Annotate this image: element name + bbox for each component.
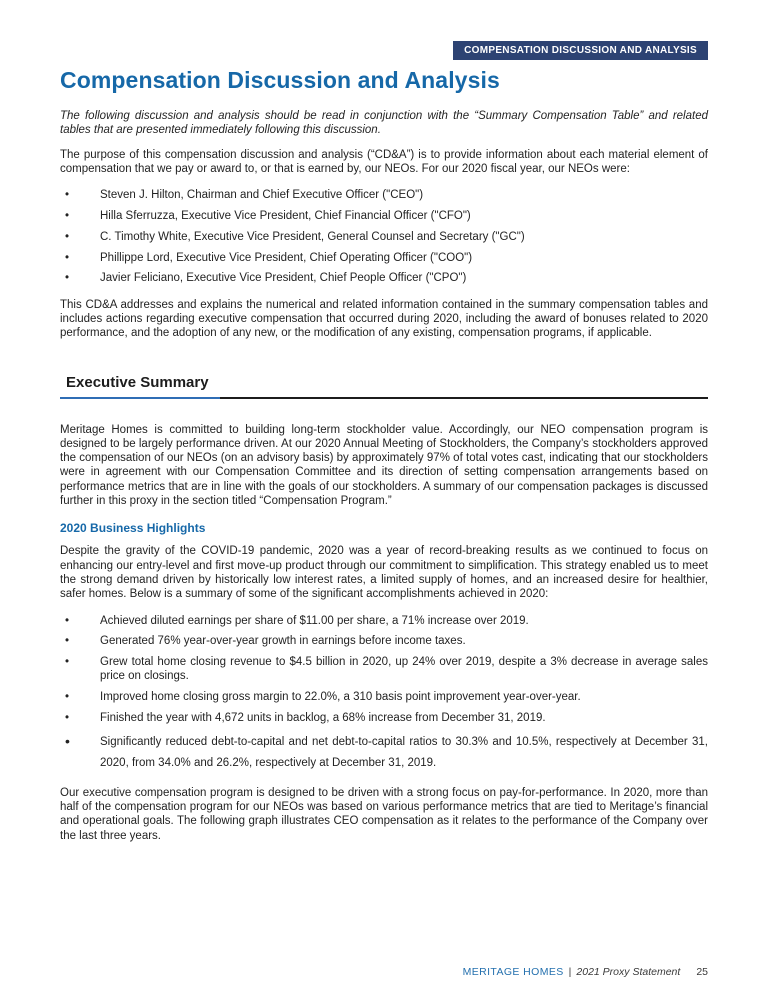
- footer-brand: MERITAGE HOMES: [462, 966, 564, 978]
- footer-page-number: 25: [696, 966, 708, 978]
- page-title: Compensation Discussion and Analysis: [60, 67, 500, 93]
- footer-document-name: 2021 Proxy Statement: [576, 966, 681, 978]
- list-item-neo-cpo: • Javier Feliciano, Executive Vice President, Chief People Officer ("CPO"): [60, 271, 708, 285]
- list-item-highlight-debt-ratio: • Significantly reduced debt-to-capital and net debt-to-capital ratios to 30.3% and 10.5%, respectively at December 31, 2020, from 34.0% and 26.2%, respectively at December 31, 2019.: [60, 732, 708, 774]
- purpose-paragraph: The purpose of this compensation discussion and analysis (“CD&A”) is to provide information about each material element of compensation that we pay or award to, or that is earned by, our NEOs. For our 2020 fiscal year, our NEOs were:: [60, 148, 708, 175]
- list-item-highlight-gross-margin: • Improved home closing gross margin to 22.0%, a 310 basis point improvement year-over-year.: [60, 690, 708, 704]
- section-badge-row: [60, 40, 708, 60]
- list-item-highlight-eps: • Achieved diluted earnings per share of $11.00 per share, a 71% increase over 2019.: [60, 614, 708, 628]
- list-item-highlight-earnings-growth: • Generated 76% year-over-year growth in earnings before income taxes.: [60, 634, 708, 648]
- page-footer: [463, 966, 708, 978]
- business-highlights-paragraph: Despite the gravity of the COVID-19 pandemic, 2020 was a year of record-breaking results as we continued to focus on enhancing our entry-level and first move-up product through our commitment to simplification. This strategy enabled us to meet the strong demand driven by historically low interest rates, a limited supply of homes, and an increased desire for healthier, safer homes. Below is a summary of some of the significant accomplishments achieved in 2020:: [60, 545, 708, 601]
- closing-paragraph: Our executive compensation program is designed to be driven with a strong focus on pay-for-performance. In 2020, more than half of the compensation program for our NEOs was based on various performance metrics that are tied to Meritage’s financial and operational goals. The following graph illustrates CEO compensation as it relates to the performance of the Company over the last three years.: [60, 786, 708, 842]
- neo-list: [60, 188, 708, 285]
- section-badge: COMPENSATION DISCUSSION AND ANALYSIS: [453, 41, 708, 60]
- list-item-neo-gc: • C. Timothy White, Executive Vice President, General Counsel and Secretary ("GC"): [60, 230, 708, 244]
- list-item-highlight-revenue: • Grew total home closing revenue to $4.5 billion in 2020, up 24% over 2019, despite a 3% decrease in average sales price on closings.: [60, 655, 708, 684]
- cda-paragraph: This CD&A addresses and explains the numerical and related information contained in the summary compensation tables and includes actions regarding executive compensation that occurred during 2020, including the award of bonuses related to 2020 performance, and the adoption of any new, or the modification of any existing, compensation programs, if applicable.: [60, 298, 708, 340]
- list-item-neo-coo: • Phillippe Lord, Executive Vice President, Chief Operating Officer ("COO"): [60, 251, 708, 265]
- intro-italic-paragraph: The following discussion and analysis should be read in conjunction with the “Summary Compensation Table” and related tables that are presented immediately following this discussion.: [60, 110, 708, 137]
- highlights-list: [60, 614, 708, 774]
- executive-summary-heading: Executive Summary: [60, 374, 708, 399]
- list-item-highlight-backlog: • Finished the year with 4,672 units in backlog, a 68% increase from December 31, 2019.: [60, 711, 708, 725]
- business-highlights-heading: 2020 Business Highlights: [60, 521, 206, 536]
- executive-summary-paragraph: Meritage Homes is committed to building long-term stockholder value. Accordingly, our NEO compensation program is designed to be largely performance driven. At our 2020 Annual Meeting of Stockholders, the Company’s stockholders approved the compensation of our NEOs (on an advisory basis) by approximately 97% of total votes cast, indicating that our stockholders were in agreement with our Compensation Committee and its direction of setting compensation arrangements based on performance metrics that are in line with the goals of our stockholders. A summary of our compensation packages is discussed further in this proxy in the section titled “Compensation Program.”: [60, 423, 708, 508]
- footer-separator: |: [568, 966, 572, 978]
- list-item-neo-cfo: • Hilla Sferruzza, Executive Vice President, Chief Financial Officer ("CFO"): [60, 209, 708, 223]
- list-item-neo-ceo: • Steven J. Hilton, Chairman and Chief Executive Officer ("CEO"): [60, 188, 708, 202]
